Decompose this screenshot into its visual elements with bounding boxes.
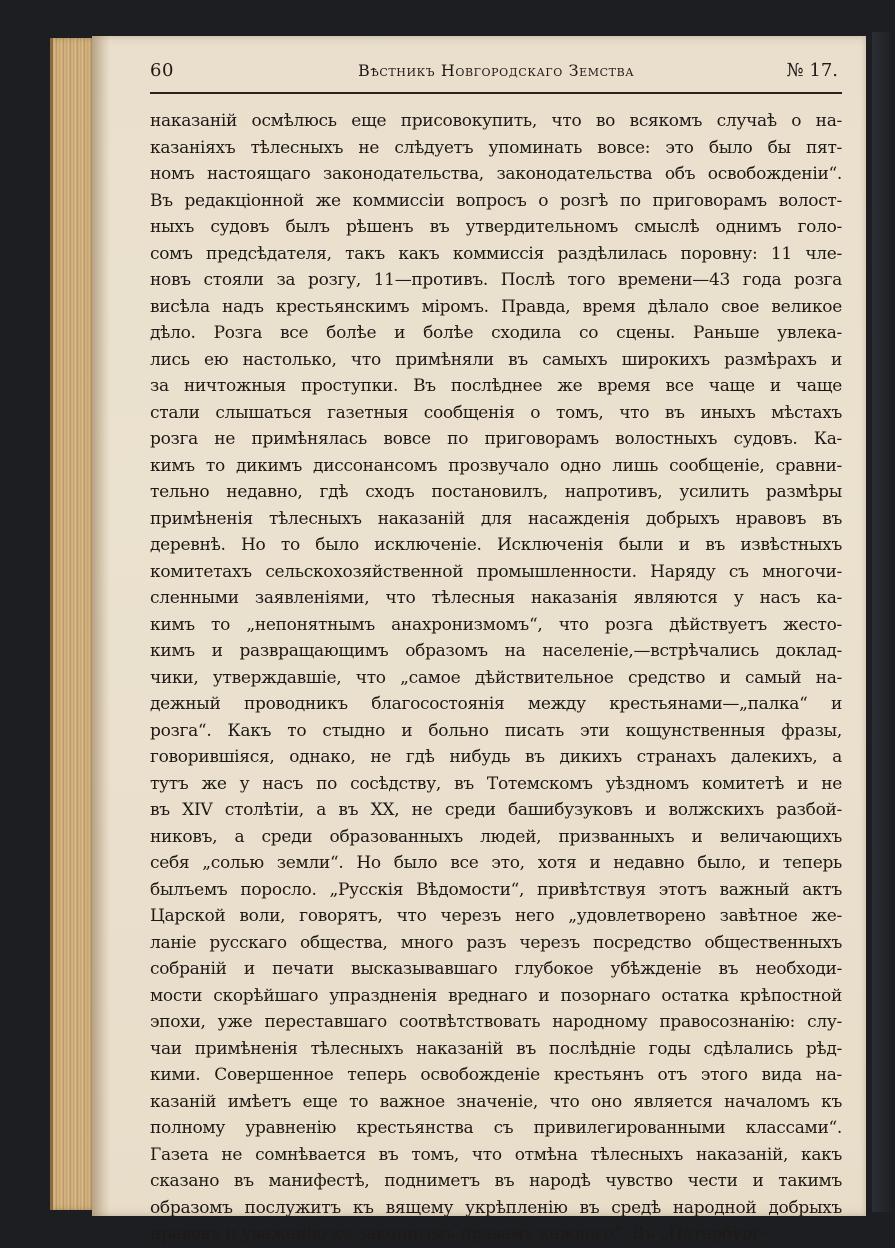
- cover-board-edge: [872, 32, 895, 1212]
- issue-number: № 17.: [786, 60, 838, 81]
- text-line: розга“. Какъ то стыдно и больно писать эти кощунственныя фразы,: [150, 720, 842, 741]
- text-line: Царской воли, говорятъ, что черезъ него „удовлетворено завѣтное же-: [150, 906, 842, 926]
- text-line: казаній имѣетъ еще то важное значеніе, что оно является началомъ къ: [150, 1091, 842, 1112]
- text-line: номъ настоящаго законодательства, законодательства объ освобожденіи“.: [150, 164, 842, 184]
- gutter-shadow: [92, 36, 110, 1216]
- text-line: наказаній осмѣлюсь еще присовокупить, что во всякомъ случаѣ о на-: [150, 111, 842, 131]
- text-line: собраній и печати высказывавшаго глубокое убѣжденіе въ необходи-: [150, 959, 842, 979]
- text-line: въ XIV столѣтіи, а въ XX, не среди башибузуковъ и волжскихъ разбой-: [150, 800, 842, 820]
- text-line: чаи примѣненія тѣлесныхъ наказаній въ послѣдніе годы сдѣлались рѣд-: [150, 1038, 842, 1059]
- text-line: кимъ и развращающимъ образомъ на населеніе,—встрѣчались доклад-: [150, 641, 842, 661]
- text-line: себя „солью земли“. Но было все это, хотя и недавно было, и теперь: [150, 853, 842, 873]
- page-block-edges: [50, 38, 97, 1210]
- article-body: [150, 108, 842, 1248]
- text-line: былъемъ поросло. „Русскія Вѣдомости“, привѣтствуя этотъ важный актъ: [150, 879, 842, 900]
- text-line: тельно недавно, гдѣ сходъ постановилъ, напротивъ, усилить размѣры: [150, 482, 842, 502]
- text-line: нравовъ и уваженію къ законнымъ правамъ каждаго“. Въ „Петербург-: [150, 1224, 767, 1244]
- running-title: Вѣстникъ Новгородскаго Земства: [358, 61, 635, 80]
- book-page: [92, 36, 866, 1244]
- header-rule: [150, 92, 842, 94]
- text-line: висѣла надъ крестьянскимъ міромъ. Правда, время дѣлало свое великое: [150, 296, 842, 317]
- text-line: новъ стояли за розгу, 11—противъ. Послѣ того времени—43 года розга: [150, 270, 842, 290]
- text-line: сказано въ манифестѣ, подниметъ въ народѣ чувство чести и такимъ: [150, 1171, 842, 1191]
- text-line: казаніяхъ тѣлесныхъ не слѣдуетъ упоминать вовсе: это было бы пят-: [150, 137, 842, 158]
- text-line: комитетахъ сельскохозяйственной промышленности. Наряду съ многочи-: [150, 561, 842, 582]
- page-header: [150, 60, 840, 86]
- text-line: за ничтожныя проступки. Въ послѣднее же время все чаще и чаще: [150, 376, 842, 396]
- text-line: кимъ то дикимъ диссонансомъ прозвучало одно лишь сообщеніе, сравни-: [150, 455, 842, 476]
- text-line: тутъ же у насъ по сосѣдству, въ Тотемскомъ уѣздномъ комитетѣ и не: [150, 773, 842, 794]
- text-line: говорившіяся, однако, не гдѣ нибудь въ дикихъ странахъ далекихъ, а: [150, 747, 842, 767]
- text-line: ныхъ судовъ былъ рѣшенъ въ утвердительномъ смыслѣ однимъ голо-: [150, 217, 842, 237]
- text-line: Газета не сомнѣвается въ томъ, что отмѣна тѣлесныхъ наказаній, какъ: [150, 1144, 842, 1165]
- text-line: сомъ предсѣдателя, такъ какъ коммиссія раздѣлилась поровну: 11 чле-: [150, 243, 842, 264]
- text-line: дѣло. Розга все болѣе и болѣе сходила со сцены. Раньше увлека-: [150, 323, 842, 343]
- text-line: эпохи, уже переставшаго соотвѣтствовать народному правосознанію: слу-: [150, 1012, 842, 1032]
- text-line: образомъ послужитъ къ вящему укрѣпленію въ средѣ народной добрыхъ: [150, 1197, 842, 1218]
- text-line: кимъ то „непонятнымъ анахронизмомъ“, что розга дѣйствуетъ жесто-: [150, 614, 842, 635]
- text-line: стали слышаться газетныя сообщенія о томъ, что въ иныхъ мѣстахъ: [150, 402, 842, 423]
- text-line: Въ редакціонной же коммиссіи вопросъ о розгѣ по приговорамъ волост-: [150, 190, 842, 211]
- text-line: полному уравненію крестьянства съ привилегированными классами“.: [150, 1118, 842, 1138]
- text-line: чики, утверждавшіе, что „самое дѣйствительное средство и самый на-: [150, 667, 842, 688]
- text-line: розга не примѣнялась вовсе по приговорамъ волостныхъ судовъ. Ка-: [150, 429, 842, 449]
- page-number: 60: [150, 60, 174, 81]
- text-line: деревнѣ. Но то было исключеніе. Исключенія были и въ извѣстныхъ: [150, 535, 842, 555]
- text-line: сленными заявленіями, что тѣлесныя наказанія являются у насъ ка-: [150, 588, 842, 608]
- text-line: дежный проводникъ благосостоянія между крестьянами—„палка“ и: [150, 694, 842, 714]
- text-line: никовъ, а среди образованныхъ людей, призванныхъ и величающихъ: [150, 826, 842, 847]
- text-line: лись ею настолько, что примѣняли въ самыхъ широкихъ размѣрахъ и: [150, 349, 842, 370]
- text-line: мости скорѣйшаго упраздненія вреднаго и позорнаго остатка крѣпостной: [150, 985, 842, 1006]
- text-line: кими. Совершенное теперь освобожденіе крестьянъ отъ этого вида на-: [150, 1065, 842, 1085]
- text-line: ланіе русскаго общества, много разъ черезъ посредство общественныхъ: [150, 932, 842, 953]
- text-line: примѣненія тѣлесныхъ наказаній для насажденія добрыхъ нравовъ въ: [150, 508, 842, 529]
